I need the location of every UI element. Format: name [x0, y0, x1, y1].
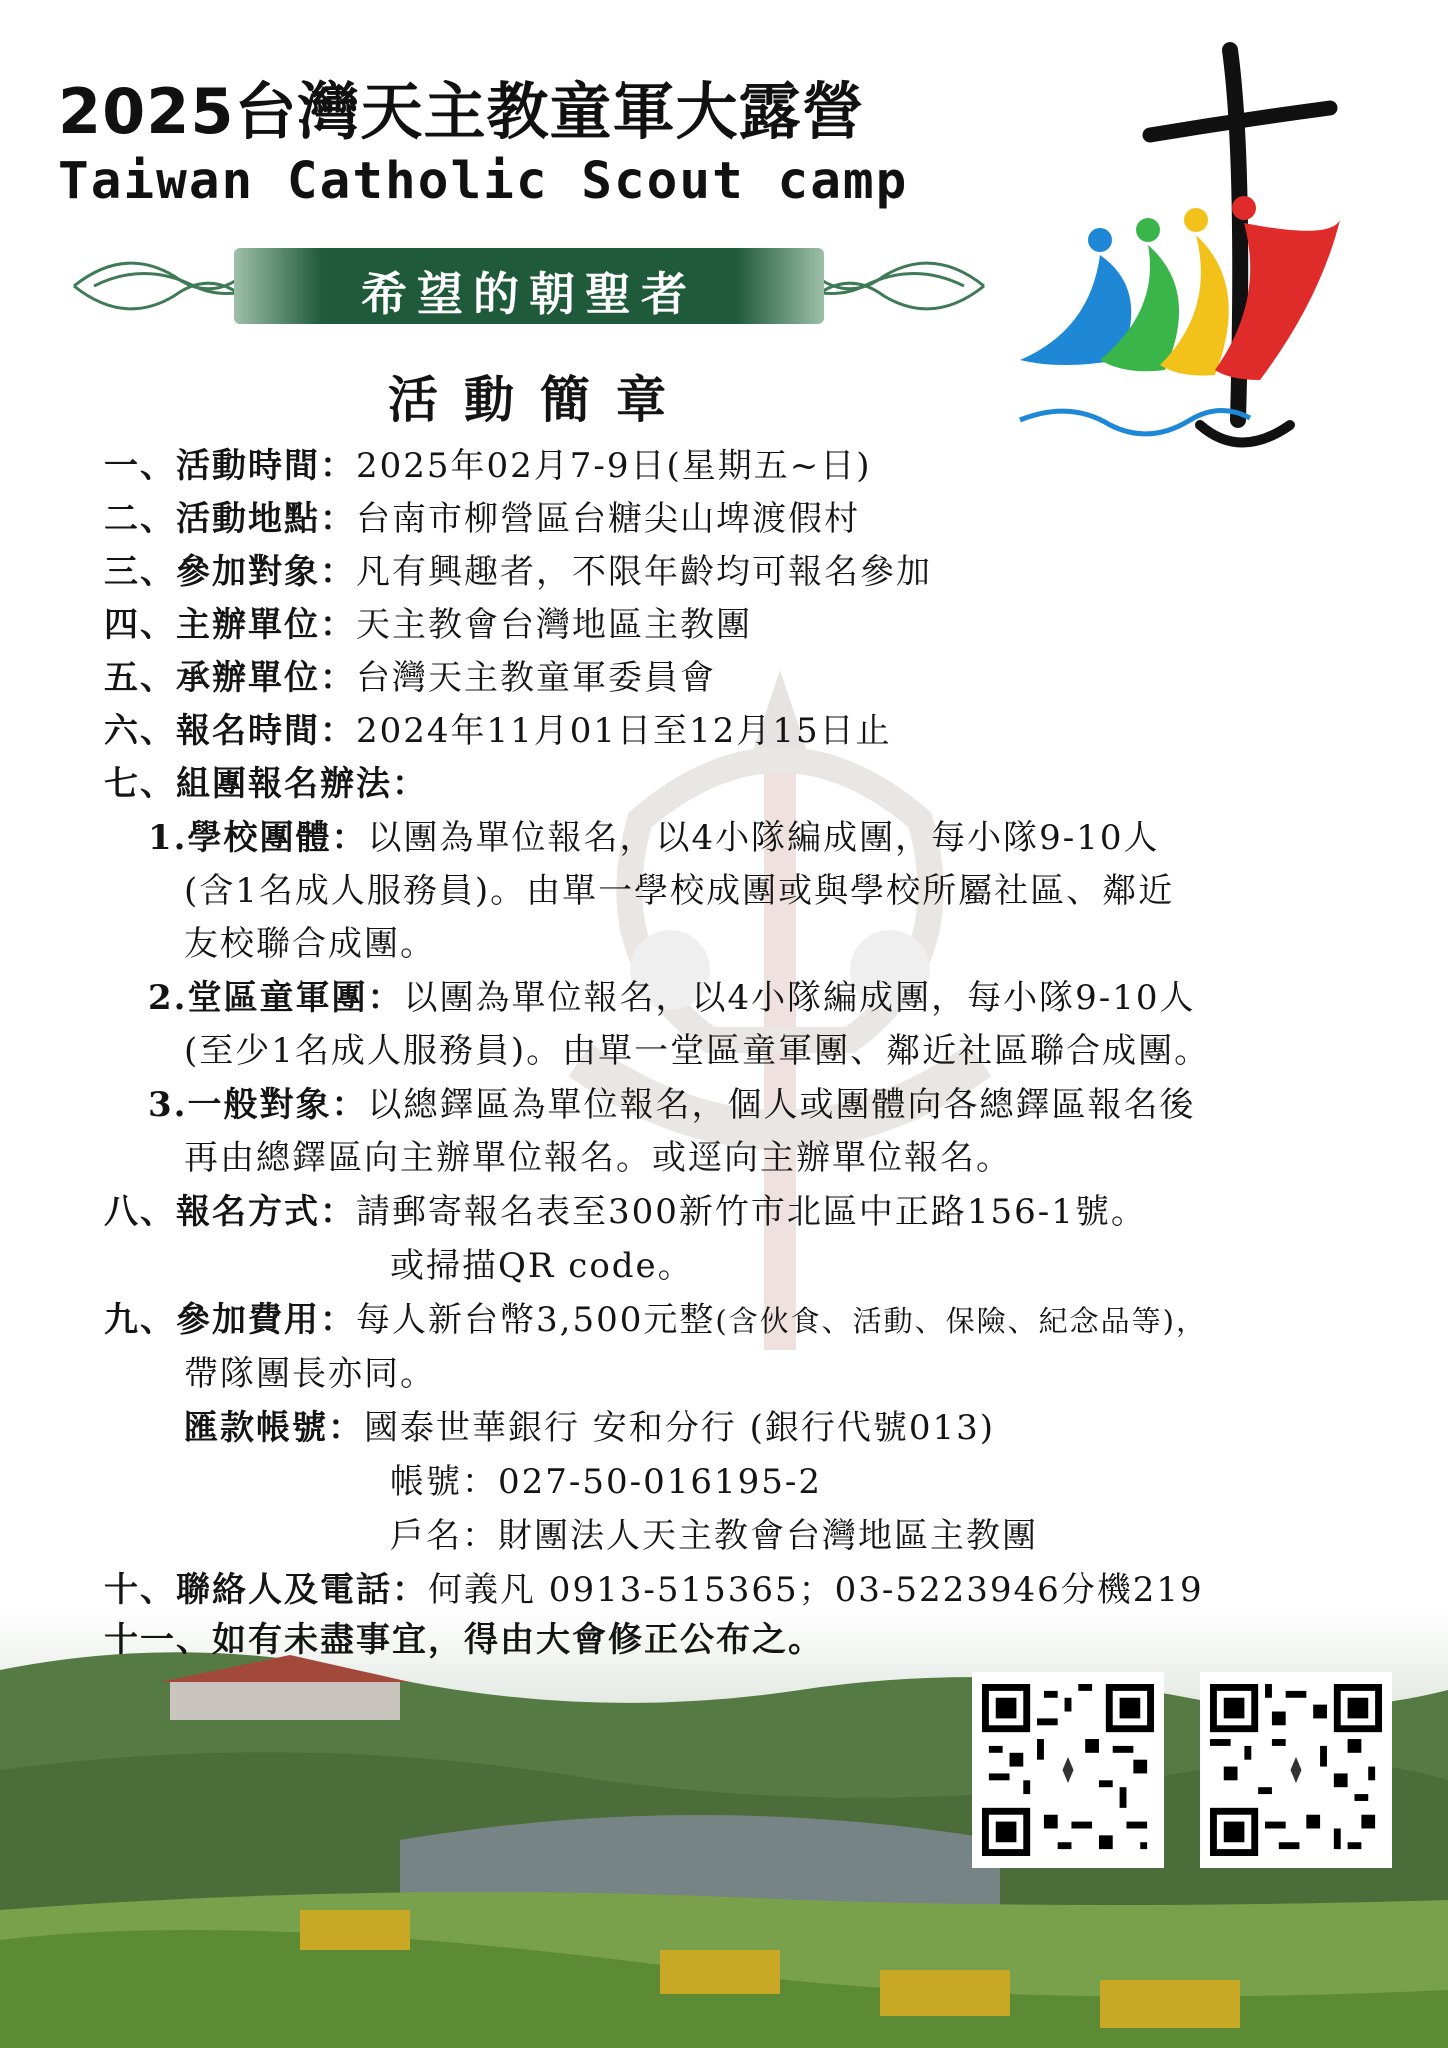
item-registration-period-label: 六、報名時間：	[104, 711, 356, 751]
section7-parish-line2: (至少1名成人服務員)。由單一堂區童軍團、鄰近社區聯合成團。	[184, 1031, 1211, 1071]
item-registration-period-value: 2024年11月01日至12月15日止	[356, 711, 892, 751]
qr-code-image	[982, 1682, 1154, 1858]
section10-line	[104, 1570, 1204, 1610]
section8-label: 八、報名方式：	[104, 1192, 356, 1232]
section7-parish-line1	[148, 978, 1196, 1018]
item-venue-label: 二、活動地點：	[104, 499, 356, 539]
section9-bank: 國泰世華銀行 安和分行 (銀行代號013)	[364, 1408, 996, 1448]
section9-bank-line	[184, 1408, 995, 1448]
section9-fee: 每人新台幣3,500元整	[356, 1300, 716, 1340]
section7-parish-label: 2.堂區童軍團：	[148, 978, 404, 1018]
item-registration-period	[104, 711, 892, 751]
item-participants-label: 三、參加對象：	[104, 552, 356, 592]
item-participants	[104, 552, 932, 592]
section9-account-name: 戶名：財團法人天主教會台灣地區主教團	[390, 1516, 1038, 1556]
brochure-heading: 活動簡章	[388, 370, 692, 429]
item-venue-value: 台南市柳營區台糖尖山埤渡假村	[356, 499, 860, 539]
section7-general-text1: 以總鐸區為單位報名，個人或團體向各總鐸區報名後	[367, 1085, 1196, 1125]
item-participants-value: 凡有興趣者，不限年齡均可報名參加	[356, 552, 932, 592]
title-english: Taiwan Catholic Scout camp	[58, 152, 909, 211]
section7-school-line2: (含1名成人服務員)。由單一學校成團或與學校所屬社區、鄰近	[184, 871, 1175, 911]
section7-label: 七、組團報名辦法：	[104, 764, 428, 804]
item-time-label: 一、活動時間：	[104, 446, 356, 486]
section7-school-label: 1.學校團體：	[148, 818, 368, 858]
section7-heading	[104, 764, 428, 804]
section7-general-label: 3.一般對象：	[148, 1085, 368, 1125]
item-time-value: 2025年02月7-9日(星期五~日)	[356, 446, 872, 486]
banner-text: 希望的朝聖者	[361, 267, 697, 321]
section9-label: 九、參加費用：	[104, 1300, 356, 1340]
qr-code-individual-registration[interactable]	[1200, 1672, 1392, 1868]
qr-code-image	[1210, 1682, 1382, 1858]
section8-line2: 或掃描QR code。	[390, 1246, 694, 1286]
section7-school-line1	[148, 818, 1160, 858]
item-host	[104, 658, 716, 698]
section11-text: 十一、如有未盡事宜，得由大會修正公布之。	[104, 1620, 824, 1660]
section8-text1: 請郵寄報名表至300新竹市北區中正路156-1號。	[356, 1192, 1147, 1232]
section11-line	[104, 1620, 824, 1660]
section7-parish-text1: 以團為單位報名，以4小隊編成團，每小隊9-10人	[403, 978, 1196, 1018]
section9-account-label: 匯款帳號：	[184, 1408, 364, 1448]
title-chinese: 2025台灣天主教童軍大露營	[58, 75, 865, 148]
qr-code-group-registration[interactable]	[972, 1672, 1164, 1868]
section7-school-text1: 以團為單位報名，以4小隊編成團，每小隊9-10人	[367, 818, 1160, 858]
item-venue	[104, 499, 860, 539]
section10-label: 十、聯絡人及電話：	[104, 1570, 428, 1610]
section8-line1	[104, 1192, 1147, 1232]
item-host-value: 台灣天主教童軍委員會	[356, 658, 716, 698]
section7-general-line2: 再由總鐸區向主辦單位報名。或逕向主辦單位報名。	[184, 1138, 1012, 1178]
item-organizer	[104, 605, 752, 645]
section10-value: 何義凡 0913-515365；03-5223946分機219	[428, 1570, 1204, 1610]
section7-school-line3: 友校聯合成團。	[184, 924, 436, 964]
section9-line2: 帶隊團長亦同。	[184, 1354, 436, 1394]
item-organizer-value: 天主教會台灣地區主教團	[356, 605, 752, 645]
section9-fee-note: (含伙食、活動、保險、紀念品等)，	[715, 1304, 1207, 1338]
section9-line1	[104, 1300, 1207, 1341]
item-host-label: 五、承辦單位：	[104, 658, 356, 698]
item-organizer-label: 四、主辦單位：	[104, 605, 356, 645]
camp-logo	[1000, 40, 1400, 470]
section7-general-line1	[148, 1085, 1196, 1125]
theme-banner	[64, 236, 994, 336]
item-time	[104, 446, 872, 486]
section9-account-number: 帳號：027-50-016195-2	[390, 1462, 823, 1502]
